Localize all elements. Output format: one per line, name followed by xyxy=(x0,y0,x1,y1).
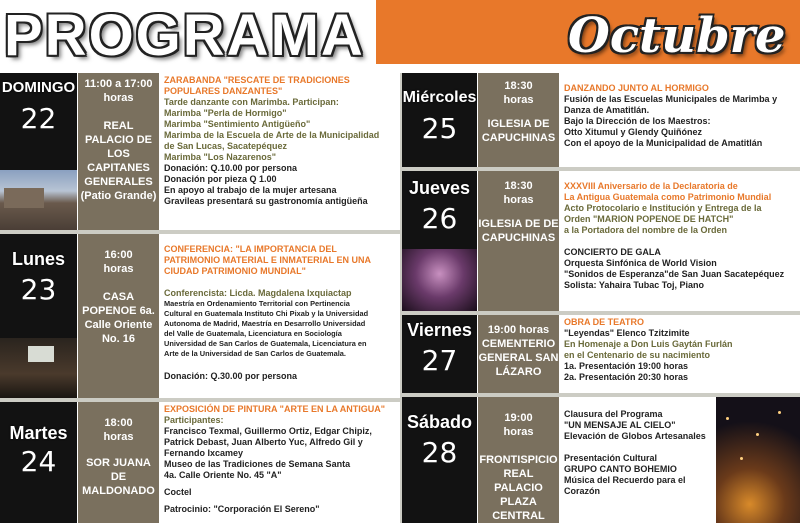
day-block-martes xyxy=(0,402,77,523)
photo-lanterns xyxy=(716,397,800,523)
desc-line: Música del Recuerdo para el xyxy=(564,475,686,485)
desc-line: Fusión de las Escuelas Municipales de Marimba y xyxy=(564,94,778,104)
day-name: Lunes xyxy=(11,249,65,269)
desc-line: DANZANDO JUNTO AL HORMIGO xyxy=(564,83,709,93)
desc-line: CONFERENCIA: "LA IMPORTANCIA DEL xyxy=(164,244,337,254)
event-venue: IGLESIA DE DE CAPUCHINAS xyxy=(478,218,559,244)
desc-line: Tarde danzante con Marimba. Participan: xyxy=(164,97,339,107)
desc-line: 4a. Calle Oriente No. 45 "A" xyxy=(164,470,282,480)
desc-line: Acto Protocolario e Institución y Entrega de la xyxy=(564,203,762,213)
desc-line: Universidad de San Carlos de Guatemala, Licenciatura en xyxy=(164,339,367,348)
event-venue: FRONTISPICIO REAL PALACIO PLAZA CENTRAL xyxy=(479,454,558,522)
desc-spacer xyxy=(164,277,396,288)
day-block-viernes xyxy=(402,315,477,393)
desc-line: Autonoma de Madrid, Maestría en Desarrollo Universidad xyxy=(164,319,366,328)
desc-line: Presentación Cultural xyxy=(564,453,658,463)
event-time: 11:00 a 17:00 horas xyxy=(84,78,153,104)
desc-line: Orden "MARION POPENOE DE HATCH" xyxy=(564,214,734,224)
day-number: 23 xyxy=(20,273,57,306)
time-venue-lunes xyxy=(78,234,159,398)
desc-line: Conferencista: Licda. Magdalena Ixquiactap xyxy=(164,288,352,298)
desc-line: Danza de Amatitlán. xyxy=(564,105,650,115)
day-number: 24 xyxy=(20,445,57,478)
program-title: PROGRAMA xyxy=(4,3,365,68)
day-name: Miércoles xyxy=(402,89,477,106)
time-venue-sabado xyxy=(478,397,559,523)
day-name: Jueves xyxy=(408,178,471,198)
desc-line: 1a. Presentación 19:00 horas xyxy=(564,361,689,371)
time-venue-jueves xyxy=(478,171,559,311)
desc-lunes xyxy=(160,234,400,398)
day-name: DOMINGO xyxy=(1,79,76,96)
desc-line: CONCIERTO DE GALA xyxy=(564,247,661,257)
event-venue: SOR JUANA DE MALDONADO xyxy=(82,457,155,497)
desc-line: Gravileas presentará su gastronomía antigüeña xyxy=(164,196,368,206)
desc-line: Patrick Debast, Juan Alberto Yuc, Alfredo Gil y xyxy=(164,437,363,447)
desc-line: 2a. Presentación 20:30 horas xyxy=(564,372,689,382)
day-number: 22 xyxy=(20,102,57,135)
desc-spacer xyxy=(164,359,396,371)
desc-line: GRUPO CANTO BOHEMIO xyxy=(564,464,677,474)
desc-line: Participantes: xyxy=(164,415,224,425)
desc-line: CIUDAD PATRIMONIO MUNDIAL" xyxy=(164,266,306,276)
day-name: Viernes xyxy=(407,320,472,340)
day-number: 27 xyxy=(421,344,458,377)
desc-line: Marimba "Los Nazarenos" xyxy=(164,152,277,162)
time-venue-martes xyxy=(78,402,159,523)
time-venue-miercoles xyxy=(478,73,559,167)
desc-line: "Leyendas" Elenco Tzitzimite xyxy=(564,328,690,338)
event-venue: REAL PALACIO DE LOS CAPITANES GENERALES (Patio Grande) xyxy=(80,120,157,202)
day-number: 26 xyxy=(421,202,458,235)
desc-martes xyxy=(160,402,400,523)
desc-domingo xyxy=(160,73,400,230)
desc-line: de San Lucas, Sacatepéquez xyxy=(164,141,288,151)
desc-line: EXPOSICIÓN DE PINTURA "ARTE EN LA ANTIGUA" xyxy=(164,404,386,414)
desc-line: En apoyo al trabajo de la mujer artesana xyxy=(164,185,337,195)
photo-conference xyxy=(0,338,77,398)
desc-line: PATRIMONIO MATERIAL E INMATERIAL EN UNA xyxy=(164,255,371,265)
day-number: 28 xyxy=(421,436,458,469)
event-time: 18:30 horas xyxy=(503,180,534,206)
lantern-dot xyxy=(756,433,759,436)
desc-line: Donación: Q.10.00 por persona xyxy=(164,163,298,173)
desc-line: Marimba "Sentimiento Antigüeño" xyxy=(164,119,311,129)
event-venue: CEMENTERIO GENERAL SAN LÁZARO xyxy=(478,338,559,378)
desc-miercoles xyxy=(560,73,800,167)
desc-sabado xyxy=(560,397,716,523)
event-venue: CASA POPENOE 6a. Calle Oriente No. 16 xyxy=(82,291,155,345)
event-venue: IGLESIA DE CAPUCHINAS xyxy=(481,118,556,144)
desc-line: Cultural en Guatemala Instituto Chi Pixab y la Universidad xyxy=(164,309,369,318)
event-time: 19:00 horas xyxy=(503,412,534,438)
desc-line: ZARABANDA "RESCATE DE TRADICIONES xyxy=(164,75,350,85)
day-block-miercoles xyxy=(402,73,477,167)
lantern-dot xyxy=(778,411,781,414)
photo-screen xyxy=(28,346,54,362)
day-block-jueves xyxy=(402,171,477,249)
desc-line: Museo de las Tradiciones de Semana Santa xyxy=(164,459,351,469)
desc-line: Donación: Q.30.00 por persona xyxy=(164,371,298,381)
photo-concert xyxy=(402,249,477,311)
desc-line: XXXVIII Aniversario de la Declaratoria de xyxy=(564,181,738,191)
desc-line: "Sonidos de Esperanza"de San Juan Sacatepéquez xyxy=(564,269,785,279)
desc-spacer xyxy=(564,442,712,453)
desc-line: Marimba de la Escuela de Arte de la Municipalidad xyxy=(164,130,380,140)
desc-line: Orquesta Sinfónica de World Vision xyxy=(564,258,717,268)
desc-line: Arte de la Universidad de San Carlos de Guatemala. xyxy=(164,349,346,358)
desc-spacer xyxy=(564,236,796,247)
event-time: 19:00 horas xyxy=(487,324,550,336)
desc-line: a la Portadora del nombre de la Orden xyxy=(564,225,728,235)
desc-line: "UN MENSAJE AL CIELO" xyxy=(564,420,676,430)
desc-line: del Valle de Guatemala, Licenciatura en Sociología xyxy=(164,329,342,338)
desc-line: Elevación de Globos Artesanales xyxy=(564,431,706,441)
desc-line: Donación por pieza Q 1.00 xyxy=(164,174,277,184)
lantern-dot xyxy=(740,457,743,460)
desc-line: POPULARES DANZANTES" xyxy=(164,86,283,96)
time-venue-domingo xyxy=(78,73,159,230)
photo-building xyxy=(4,188,44,208)
desc-line: Otto Xitumul y Glendy Quiñónez xyxy=(564,127,703,137)
event-time: 18:00 horas xyxy=(103,417,134,443)
day-name: Martes xyxy=(9,423,68,443)
desc-line: En Homenaje a Don Luis Gaytán Furlán xyxy=(564,339,733,349)
desc-line: La Antigua Guatemala como Patrimonio Mundial xyxy=(564,192,772,202)
desc-line: Francisco Texmal, Guillermo Ortiz, Edgar Chipiz, xyxy=(164,426,372,436)
desc-line: Marimba "Perla de Hormigo" xyxy=(164,108,287,118)
desc-viernes xyxy=(560,315,800,393)
month-title: Octubre xyxy=(568,8,786,64)
desc-line: Patrocinio: "Corporación El Sereno" xyxy=(164,504,320,514)
day-block-domingo xyxy=(0,73,77,170)
desc-line: Solista: Yahaira Tubac Toj, Piano xyxy=(564,280,705,290)
day-number: 25 xyxy=(421,112,458,145)
time-venue-viernes xyxy=(478,315,559,393)
desc-jueves xyxy=(560,171,800,311)
desc-line: Clausura del Programa xyxy=(564,409,663,419)
desc-line: Fernando Ixcamey xyxy=(164,448,244,458)
desc-line: Coctel xyxy=(164,487,192,497)
desc-line: Corazón xyxy=(564,486,600,496)
day-name: Sábado xyxy=(406,412,472,432)
lantern-dot xyxy=(726,417,729,420)
desc-line: OBRA DE TEATRO xyxy=(564,317,644,327)
desc-line: en el Centenario de su nacimiento xyxy=(564,350,711,360)
day-block-lunes xyxy=(0,234,77,338)
day-block-sabado xyxy=(402,397,477,523)
desc-line: Maestría en Ordenamiento Territorial con Pertinencia xyxy=(164,299,350,308)
photo-plaza xyxy=(0,170,77,230)
event-time: 16:00 horas xyxy=(103,249,134,275)
desc-line: Con el apoyo de la Municipalidad de Amatitlán xyxy=(564,138,763,148)
event-time: 18:30 horas xyxy=(503,80,534,106)
desc-line: Bajo la Dirección de los Maestros: xyxy=(564,116,711,126)
